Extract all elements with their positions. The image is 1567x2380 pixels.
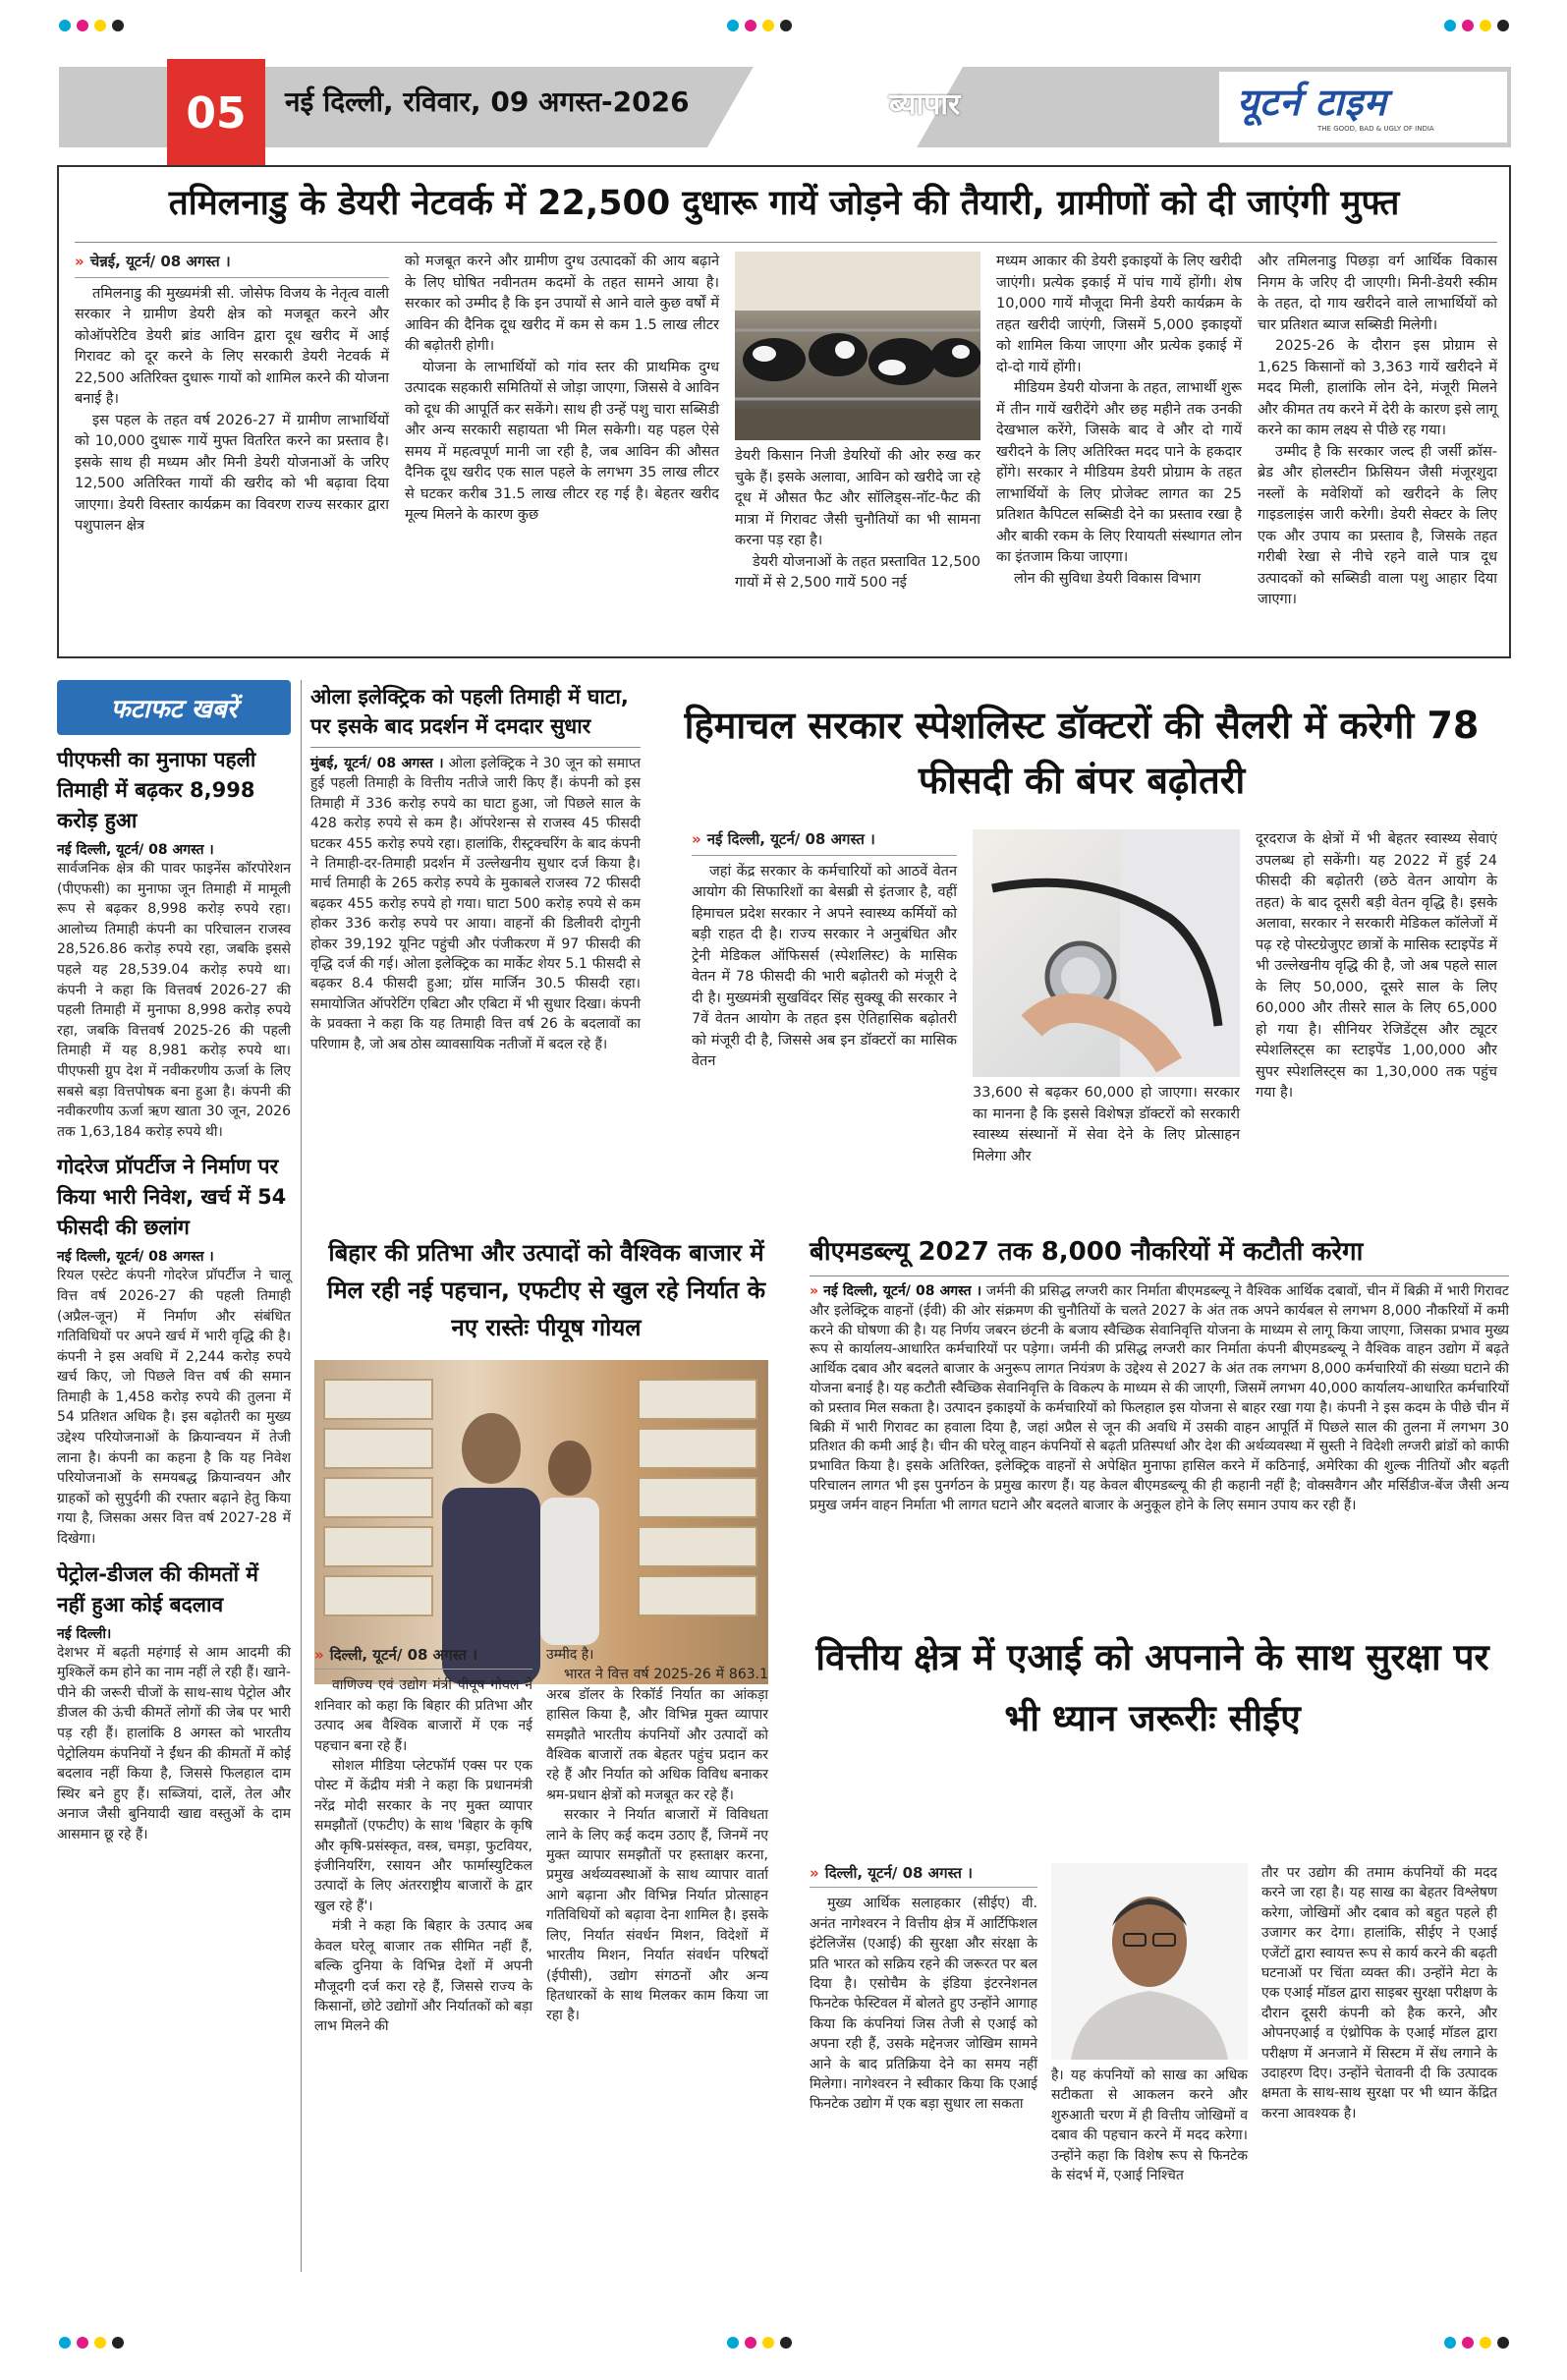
lead-col1-para1: तमिलनाडु की मुख्यमंत्री सी. जोसेफ विजय के नेतृत्व वाली सरकार ने ग्रामीण डेयरी क्षेत्र को मजबूत करने और कोऑपरेटिव डेयरी ब्रांड आविन द्वारा दूध खरीद में आई गिरावट को दूर करने के लिए सरकारी डेयरी नेटवर्क में 22,500 अतिरिक्त दुधारू गायों को शामिल करने की योजना बनाई है। (75, 285, 389, 407)
piyush-goyal-photo (314, 1360, 768, 1684)
ola-story (310, 682, 641, 1218)
ai-col3: तौर पर उद्योग की तमाम कंपनियों की मदद करने जा रहा है। यह साख का बेहतर विश्लेषण करेगा, जोखिमों और दबाव को बहुत पहले ही उजागर कर देगा। हालांकि, सीईए ने एआई एजेंटों द्वारा स्वायत्त रूप से कार्य करने की बढ़ती घटनाओं पर चिंता व्यक्त की। उन्होंने मेटा के एक एआई मॉडल द्वारा साइबर सुरक्षा परीक्षण के दौरान दूसरी कंपनी को हैक करने, और ओपनएआई व एंथ्रोपिक के एआई मॉडल द्वारा परीक्षण में अनजाने में सिस्टम में सेंध लगाने के उदाहरण दिए। उन्होंने चेतावनी दी कि उत्पादक क्षमता के साथ-साथ सुरक्षा पर भी ध्यान केंद्रित करना आवश्यक है। (1261, 1865, 1497, 2122)
registration-marks-top-right (1444, 20, 1509, 31)
brief-petrol-headline: पेट्रोल-डीजल की कीमतों में नहीं हुआ कोई बदलाव (57, 1561, 258, 1616)
himachal-col2: 33,600 से बढ़कर 60,000 हो जाएगा। सरकार का मानना है कि इससे विशेषज्ञ डॉक्टरों को सरकारी स्वास्थ्य संस्थानों में सेवा देने के लिए प्रोत्साहन मिलेगा और (973, 1085, 1240, 1164)
briefs-column (57, 680, 291, 2272)
bihar-story (310, 1230, 782, 2252)
bihar-col1-para1: वाणिज्य एवं उद्योग मंत्री पीयूष गोयल ने शनिवार को कहा कि बिहार की प्रतिभा और उत्पाद अब वैश्विक बाजारों में एक नई पहचान बना रहे हैं। (314, 1677, 532, 1754)
lead-col5-para2: 2025-26 के दौरान इस प्रोग्राम से 1,625 किसानों को 3,363 गायें खरीदने में मदद मिली, हालांकि लोन देने, मंजूरी मिलने और कीमत तय करने में देरी के कारण इसे लागू करने का काम लक्ष्य से पीछे रह गया। (1258, 338, 1497, 438)
registration-marks-top-mid (727, 20, 792, 31)
lead-byline: » चेन्नई, यूटर्न/ 08 अगस्त । (75, 252, 389, 278)
bihar-col1-para2: सोशल मीडिया प्लेटफॉर्म एक्स पर एक पोस्ट में केंद्रीय मंत्री ने कहा कि प्रधानमंत्री नरेंद्र मोदी सरकार के नए मुक्त व्यापार समझौतों (एफटीए) के साथ 'बिहार के कृषि और कृषि-प्रसंस्कृत, वस्त्र, चमड़ा, फुटवियर, इंजीनियरिंग, रसायन और फार्मास्युटिकल उत्पादों के लिए अंतरराष्ट्रीय बाजारों के द्वार खुल रहे हैं'। (314, 1758, 532, 1914)
brief-pfc-byline: नई दिल्ली, यूटर्न/ 08 अगस्त । (57, 842, 214, 858)
ola-headline: ओला इलेक्ट्रिक को पहली तिमाही में घाटा, पर इसके बाद प्रदर्शन में दमदार सुधार (310, 685, 629, 738)
bmw-text: जर्मनी की प्रसिद्ध लग्जरी कार निर्माता बीएमडब्ल्यू ने वैश्विक आर्थिक दबावों, चीन में बिक्री में भारी गिरावट और इलेक्ट्रिक वाहनों (ईवी) की ओर संक्रमण की चुनौतियों के चलते 2027 के अंत तक अपने कार्यबल से लगभग 8,000 नौकरियों में कमी करने की घोषणा की है। यह निर्णय जबरन छंटनी के बजाय स्वैच्छिक सेवानिवृत्ति योजना के माध्यम से लागू किया जाएगा, जिसका प्रभाव मुख्य रूप से कार्यालय-आधारित कर्मचारियों पर पड़ेगा। जर्मनी की प्रसिद्ध लग्जरी कार निर्माता कंपनी बीएमडब्ल्यू ने वैश्विक वाहन उद्योग में बढ़ते आर्थिक दबाव और बदलते बाजार के अनुरूप लागत नियंत्रण के उद्देश्य से 2027 के अंत तक लगभग 8,000 कर्मचारियों की संख्या घटाने की योजना बनाई है। यह कटौती स्वैच्छिक सेवानिवृत्ति के विकल्प के माध्यम से की जाएगी, जिसमें लगभग 40,000 कार्यालय-आधारित कर्मचारियों को प्रस्ताव मिल सकता है। उत्पादन इकाइयों के कर्मचारियों को फिलहाल इस योजना से बाहर रखा गया है। कंपनी ने इस कदम के पीछे चीन में बिक्री में भारी गिरावट का हवाला दिया है, जहां अप्रैल से जून की अवधि में उसकी वाहन आपूर्ति में पिछले साल की तुलना में लगभग 30 प्रतिशत की कमी आई है। चीन की घरेलू वाहन कंपनियों से बढ़ती प्रतिस्पर्धा और देश की अर्थव्यवस्था में सुस्ती ने विदेशी लग्जरी ब्रांडों को काफी प्रभावित किया है। इसके अतिरिक्त, इलेक्ट्रिक वाहनों से अपेक्षित मुनाफा हासिल करने में कठिनाई, अमेरिका की शुल्क नीतियों और बढ़ती परिचालन लागत भी इस पुनर्गठन के प्रमुख कारण हैं। यह केवल बीएमडब्ल्यू की ही कहानी नहीं है; वोक्सवैगन और मर्सिडीज-बेंज जैसी अन्य प्रमुख जर्मन वाहन निर्माता भी लागत घटाने और बदलते बाजार के अनुकूल होने के लिए समान उपाय कर रही हैं। (810, 1283, 1509, 1513)
lead-col1-para2: इस पहल के तहत वर्ष 2026-27 में ग्रामीण लाभार्थियों को 10,000 दुधारू गायें मुफ्त वितरित करने का प्रस्ताव है। इसके साथ ही मध्यम और मिनी डेयरी योजनाओं के जरिए 12,500 अतिरिक्त गायों की खरीद को भी बढ़ावा दिया जाएगा। डेयरी विस्तार कार्यक्रम का विवरण राज्य सरकार द्वारा पशुपालन क्षेत्र (75, 412, 389, 534)
ai-byline: » दिल्ली, यूटर्न/ 08 अगस्त । (810, 1863, 1037, 1888)
lead-col4-para1: मध्यम आकार की डेयरी इकाइयों के लिए खरीदी जाएंगी। प्रत्येक इकाई में पांच गायें होंगी। शेष 10,000 गायें मौजूदा मिनी डेयरी कार्यक्रम के तहत खरीदी जाएंगी, जिसमें 5,000 इकाइयों को शामिल किया जाएगा और प्रत्येक इकाई में दो-दो गायें होंगी। (996, 254, 1242, 375)
bmw-story (794, 1234, 1509, 1598)
ai-headline: वित्तीय क्षेत्र में एआई को अपनाने के साथ सुरक्षा पर भी ध्यान जरूरीः सीईए (815, 1636, 1489, 1739)
lead-col4-para3: लोन की सुविधा डेयरी विकास विभाग (1014, 570, 1202, 587)
cea-portrait-photo (1051, 1863, 1248, 2060)
ai-col2: है। यह कंपनियों को साख का अधिक सटीकता से आकलन करने और शुरुआती चरण में ही वित्तीय जोखिमों व दबाव की पहचान करने में मदद करेगा। उन्होंने कहा कि विशेष रूप से फिनटेक के संदर्भ में, एआई निश्चित (1051, 2068, 1248, 2184)
bmw-byline: » नई दिल्ली, यूटर्न/ 08 अगस्त । (810, 1283, 982, 1299)
ai-story (794, 1621, 1511, 2260)
registration-marks-top (59, 20, 124, 31)
lead-col3-para2: डेयरी योजनाओं के तहत प्रस्तावित 12,500 गायों में से 2,500 गायें 500 नई (735, 553, 980, 591)
ola-text: ओला इलेक्ट्रिक ने 30 जून को समाप्त हुई पहली तिमाही के वित्तीय नतीजे जारी किए हैं। कंपनी को इस तिमाही में 336 करोड़ रुपये का घाटा हुआ, जो पिछले साल के 428 करोड़ रुपये से कम है। ऑपरेशन्स से राजस्व 45 फीसदी घटकर 455 करोड़ रुपये रहा। हालांकि, रीस्ट्रक्चरिंग के बाद कंपनी ने तिमाही-दर-तिमाही प्रदर्शन में उल्लेखनीय सुधार दर्ज किया है। मार्च तिमाही के 265 करोड़ रुपये के मुकाबले राजस्व 72 फीसदी बढ़कर 455 करोड़ रुपये हो गया। घाटा 500 करोड़ रुपये से कम होकर 336 करोड़ रुपये पर आया। वाहनों की डिलीवरी दोगुनी होकर 39,192 यूनिट पहुंची और पंजीकरण में 97 फीसदी की वृद्धि दर्ज की गई। ओला इलेक्ट्रिक का मार्केट शेयर 5.1 फीसदी से बढ़कर 8.4 फीसदी हुआ; ग्रॉस मार्जिन 30.5 फीसदी रहा। समायोजित ऑपरेटिंग एबिटा और एबिटा में भी सुधार दिखा। कंपनी के प्रवक्ता ने कहा कि यह तिमाही वित्त वर्ष 26 के बदलावों का परिणाम है, जो अब ठोस व्यावसायिक नतीजों में बदल रहे हैं। (310, 756, 642, 1052)
lead-col2-para1: को मजबूत करने और ग्रामीण दुग्ध उत्पादकों की आय बढ़ाने के लिए घोषित नवीनतम कदमों के तहत सामने आया है। सरकार को उम्मीद है कि इन उपायों से आने वाले कुछ वर्षों में आविन की दैनिक दूध खरीद में कम से कम 1.5 लाख लीटर की बढ़ोतरी होगी। (405, 254, 719, 354)
doctor-stethoscope-photo (973, 829, 1240, 1077)
lead-headline: तमिलनाडु के डेयरी नेटवर्क में 22,500 दुधारू गायें जोड़ने की तैयारी, ग्रामीणों को दी जाएंगी मुफ्त (168, 184, 1400, 223)
bihar-headline: बिहार की प्रतिभा और उत्पादों को वैश्विक बाजार में मिल रही नई पहचान, एफटीए से खुल रहे निर्यात के नए रास्तेः पीयूष गोयल (326, 1239, 766, 1341)
brief-pfc-headline: पीएफसी का मुनाफा पहली तिमाही में बढ़कर 8,998 करोड़ हुआ (57, 748, 256, 832)
registration-marks-bottom-right (1444, 2337, 1509, 2349)
brief-godrej-byline: नई दिल्ली, यूटर्न/ 08 अगस्त । (57, 1249, 214, 1266)
himachal-col1: जहां केंद्र सरकार के कर्मचारियों को आठवें वेतन आयोग की सिफारिशों का बेसब्री से इंतजार है, वहीं हिमाचल प्रदेश सरकार ने अपने स्वास्थ्य कर्मियों को बड़ी राहत दी है। राज्य सरकार ने अनुबंधित और ट्रेनी मेडिकल ऑफिसर्स (स्पेशलिस्ट) के मासिक वेतन में 78 फीसदी की भारी बढ़ोतरी को मंजूरी दे दी है। मुख्यमंत्री सुखविंदर सिंह सुक्खू की सरकार ने 7वें वेतन आयोग के तहत इस ऐतिहासिक बढ़ोतरी को मंजूरी दी है, जिससे अब इन डॉक्टरों का मासिक वेतन (692, 863, 957, 1069)
section-name: ब्यापार (889, 87, 961, 122)
bihar-col2-para1: उम्मीद है। (546, 1647, 594, 1663)
brief-petrol-text: देशभर में बढ़ती महंगाई से आम आदमी की मुश्किलें कम होने का नाम नहीं ले रही हैं। खाने-पीने की जरूरी चीजों के साथ-साथ पेट्रोल और डीजल की ऊंची कीमतें लोगों की जेब पर भारी पड़ रही हैं। हालांकि 8 अगस्त को भारतीय पेट्रोलियम कंपनियों ने ईंधन की कीमतों में कोई बदलाव नहीं किया है, जिससे फिलहाल दाम स्थिर बने हुए हैं। सब्जियां, दालें, तेल और अनाज जैसी बुनियादी खाद्य वस्तुओं के दाम आसमान छू रहे हैं। (57, 1644, 291, 1842)
himachal-headline: हिमाचल सरकार स्पेशलिस्ट डॉक्टरों की सैलरी में करेगी 78 फीसदी की बंपर बढ़ोतरी (684, 704, 1480, 802)
brief-pfc-text: सार्वजनिक क्षेत्र की पावर फाइनेंस कॉरपोरेशन (पीएफसी) का मुनाफा जून तिमाही में मामूली रूप से बढ़कर 8,998 करोड़ रुपये रहा। आलोच्य तिमाही कंपनी का परिचालन राजस्व 28,526.86 करोड़ रुपये रहा, जबकि इससे पहले यह 28,539.04 करोड़ रुपये था। कंपनी ने कहा कि वित्तवर्ष 2026-27 की पहली तिमाही में मुनाफा 8,998 करोड़ रुपये रहा, जबकि वित्तवर्ष 2025-26 की पहली तिमाही में यह 8,981 करोड़ रुपये था। पीएफसी ग्रुप देश में नवीकरणीय ऊर्जा के लिए सबसे बड़ा वित्तपोषक बना हुआ है। कंपनी की नवीकरणीय ऊर्जा ऋण खाता 30 जून, 2026 तक 1,63,184 करोड़ रुपये थी। (57, 861, 291, 1140)
bihar-col2-para3: सरकार ने निर्यात बाजारों में विविधता लाने के लिए कई कदम उठाए हैं, जिनमें नए मुक्त व्यापार समझौतों पर हस्ताक्षर करना, प्रमुख अर्थव्यवस्थाओं के साथ व्यापार वार्ता आगे बढ़ाना और विभिन्न निर्यात प्रोत्साहन गतिविधियों को बढ़ावा देना शामिल है। इसके लिए, निर्यात संवर्धन मिशन, विदेशों में भारतीय मिशन, निर्यात संवर्धन परिषदों (ईपीसी), उद्योग संगठनों और अन्य हितधारकों के साथ मिलकर काम किया जा रहा है। (546, 1807, 768, 2024)
registration-marks-bottom-mid (727, 2337, 792, 2349)
lead-col5-para1: और तमिलनाडु पिछड़ा वर्ग आर्थिक विकास निगम के जरिए दी जाएगी। मिनी-डेयरी स्कीम के तहत, दो गाय खरीदने वाले लाभार्थियों को चार प्रतिशत ब्याज सब्सिडी मिलेगी। (1258, 254, 1497, 333)
bihar-col1-para3: मंत्री ने कहा कि बिहार के उत्पाद अब केवल घरेलू बाजार तक सीमित नहीं हैं, बल्कि दुनिया के विभिन्न देशों में अपनी मौजूदगी दर्ज करा रहे हैं, जिससे राज्य के किसानों, छोटे उद्योगों और निर्यातकों को बड़ा लाभ मिलने की (314, 1918, 532, 2035)
briefs-title: फटाफट खबरें (57, 680, 291, 735)
bihar-col2-para2: भारत ने वित्त वर्ष 2025-26 में 863.1 अरब डॉलर के रिकॉर्ड निर्यात का आंकड़ा हासिल किया है, और विभिन्न मुक्त व्यापार समझौते भारतीय कंपनियों और उत्पादों को वैश्विक बाजारों तक बेहतर पहुंच प्रदान कर रहे हैं और निर्यात को अधिक विविध बनाकर श्रम-प्रधान क्षेत्रों को मजबूत कर रहे हैं। (546, 1667, 768, 1803)
brief-petrol (57, 1559, 291, 1845)
logo (1218, 71, 1508, 143)
brief-pfc (57, 745, 291, 1142)
registration-marks-bottom (59, 2337, 124, 2349)
page-number: 05 (167, 59, 265, 167)
brief-godrej-headline: गोदरेज प्रॉपर्टीज ने निर्माण पर किया भारी निवेश, खर्च में 54 फीसदी की छलांग (57, 1155, 287, 1240)
bihar-byline: » दिल्ली, यूटर्न/ 08 अगस्त । (314, 1645, 532, 1670)
brief-godrej (57, 1152, 291, 1549)
ai-col1: मुख्य आर्थिक सलाहकार (सीईए) वी. अनंत नागेश्वरन ने वित्तीय क्षेत्र में आर्टिफिशल इंटेलिजेंस (एआई) की सुरक्षा और संरक्षा के प्रति भारत को सक्रिय रहने की जरूरत पर बल दिया है। एसोचैम के इंडिया इंटरनेशनल फिनटेक फेस्टिवल में बोलते हुए उन्होंने आगाह किया कि कंपनियां जिस तेजी से एआई को अपना रही हैं, उसके मद्देनजर जोखिम सामने आने के बाद प्रतिक्रिया देने का समय नहीं मिलेगा। नागेश्वरन ने स्वीकार किया कि एआई फिनटेक उद्योग में एक बड़ा सुधार ला सकता (810, 1896, 1037, 2113)
dateline: नई दिल्ली, रविवार, 09 अगस्त-2026 (285, 85, 690, 118)
himachal-col3: दूरदराज के क्षेत्रों में भी बेहतर स्वास्थ्य सेवाएं उपलब्ध हो सकेंगी। यह 2022 में हुई 24 फीसदी की बढ़ोतरी (छठे वेतन आयोग के तहत) के बाद दूसरी बड़ी वेतन वृद्धि है। इसके अलावा, सरकार ने सरकारी मेडिकल कॉलेजों में पढ़ रहे पोस्टग्रेजुएट छात्रों के मासिक स्टाइपेंड में भी उल्लेखनीय वृद्धि की है, जो अब पहले साल के लिए 50,000, दूसरे साल के लिए 60,000 और तीसरे साल के लिए 65,000 हो गया है। सीनियर रेजिडेंट्स और ट्यूटर स्पेशलिस्ट्स का स्टाइपेंड 1,00,000 और सुपर स्पेशलिस्ट्स का 1,30,000 तक पहुंच गया है। (1256, 831, 1497, 1101)
brief-petrol-byline: नई दिल्ली। (57, 1625, 112, 1642)
lead-story (57, 165, 1511, 658)
ola-byline: मुंबई, यूटर्न/ 08 अगस्त । (310, 756, 444, 771)
dairy-cows-photo (735, 252, 980, 440)
himachal-story (652, 682, 1511, 1242)
lead-col5-para3: उम्मीद है कि सरकार जल्द ही जर्सी क्रॉस-ब्रेड और होलस्टीन फ्रिसियन जैसी मंजूरशुदा नस्लों के मवेशियों को खरीदने के लिए गाइडलाइंस जारी करेगी। डेयरी सेक्टर के लिए एक और उपाय का प्रस्ताव है, जिसके तहत गरीबी रेखा से नीचे रहने वाले पात्र दूध उत्पादकों को सब्सिडी वाला पशु आहार दिया जाएगा। (1258, 443, 1497, 607)
himachal-byline: » नई दिल्ली, यूटर्न/ 08 अगस्त । (692, 829, 957, 856)
brief-godrej-text: रियल एस्टेट कंपनी गोदरेज प्रॉपर्टीज ने चालू वित्त वर्ष 2026-27 की पहली तिमाही (अप्रैल-जून) में निर्माण और संबंधित गतिविधियों पर अपने खर्च में भारी वृद्धि की है। कंपनी ने इस अवधि में 2,244 करोड़ रुपये खर्च किए, जो पिछले वित्त वर्ष की समान तिमाही के 1,458 करोड़ रुपये की तुलना में 54 प्रतिशत अधिक है। इस बढ़ोतरी का मुख्य उद्देश्य परियोजनाओं के क्रियान्वयन में तेजी लाना है। कंपनी का कहना है कि यह निवेश परियोजनाओं के समयबद्ध क्रियान्वयन और ग्राहकों को सुपुर्दगी की रफ्तार बढ़ाने हेतु किया गया है, जिसका असर वित्त वर्ष 2027-28 में दिखेगा। (57, 1268, 291, 1548)
logo-text: यूटर्न टाइम (1237, 81, 1387, 124)
lead-col3-para1: डेयरी किसान निजी डेयरियों की ओर रुख कर चुके हैं। इसके अलावा, आविन को खरीदे जा रहे दूध में औसत फैट और सॉलिड्स-नॉट-फैट की मात्रा में गिरावट जैसी चुनौतियों का भी सामना करना पड़ रहा है। (735, 448, 980, 548)
lead-col2-para2: योजना के लाभार्थियों को गांव स्तर की प्राथमिक दुग्ध उत्पादक सहकारी समितियों से जोड़ा जाएगा, जिससे वे आविन को दूध की आपूर्ति कर सकेंगे। साथ ही उन्हें पशु चारा सब्सिडी और अन्य सरकारी सहायता भी मिल सकेगी। यह पहल ऐसे समय में महत्वपूर्ण मानी जा रही है, जब आविन की औसत दैनिक दूध खरीद एक साल पहले के लगभग 35 लाख लीटर से घटकर करीब 31.5 लाख लीटर रह गई है। बेहतर खरीद मूल्य मिलने के कारण कुछ (405, 359, 719, 523)
bmw-headline: बीएमडब्ल्यू 2027 तक 8,000 नौकरियों में कटौती करेगा (810, 1234, 1509, 1276)
logo-tagline: THE GOOD, BAD & UGLY OF INDIA (1317, 125, 1434, 133)
lead-col4-para2: मीडियम डेयरी योजना के तहत, लाभार्थी शुरू में तीन गायें खरीदेंगे और छह महीने तक उनकी देखभाल करेंगे, जिसके बाद वे और दो गायें खरीदने के लिए अतिरिक्त मदद पाने के हकदार होंगे। सरकार ने मीडियम डेयरी प्रोग्राम के तहत लाभार्थियों के लिए प्रोजेक्ट लागत का 25 प्रतिशत कैपिटल सब्सिडी देने का प्रस्ताव रखा है और बाकी रकम के लिए रियायती संस्थागत लोन का इंतजाम किया जाएगा। (996, 380, 1242, 565)
